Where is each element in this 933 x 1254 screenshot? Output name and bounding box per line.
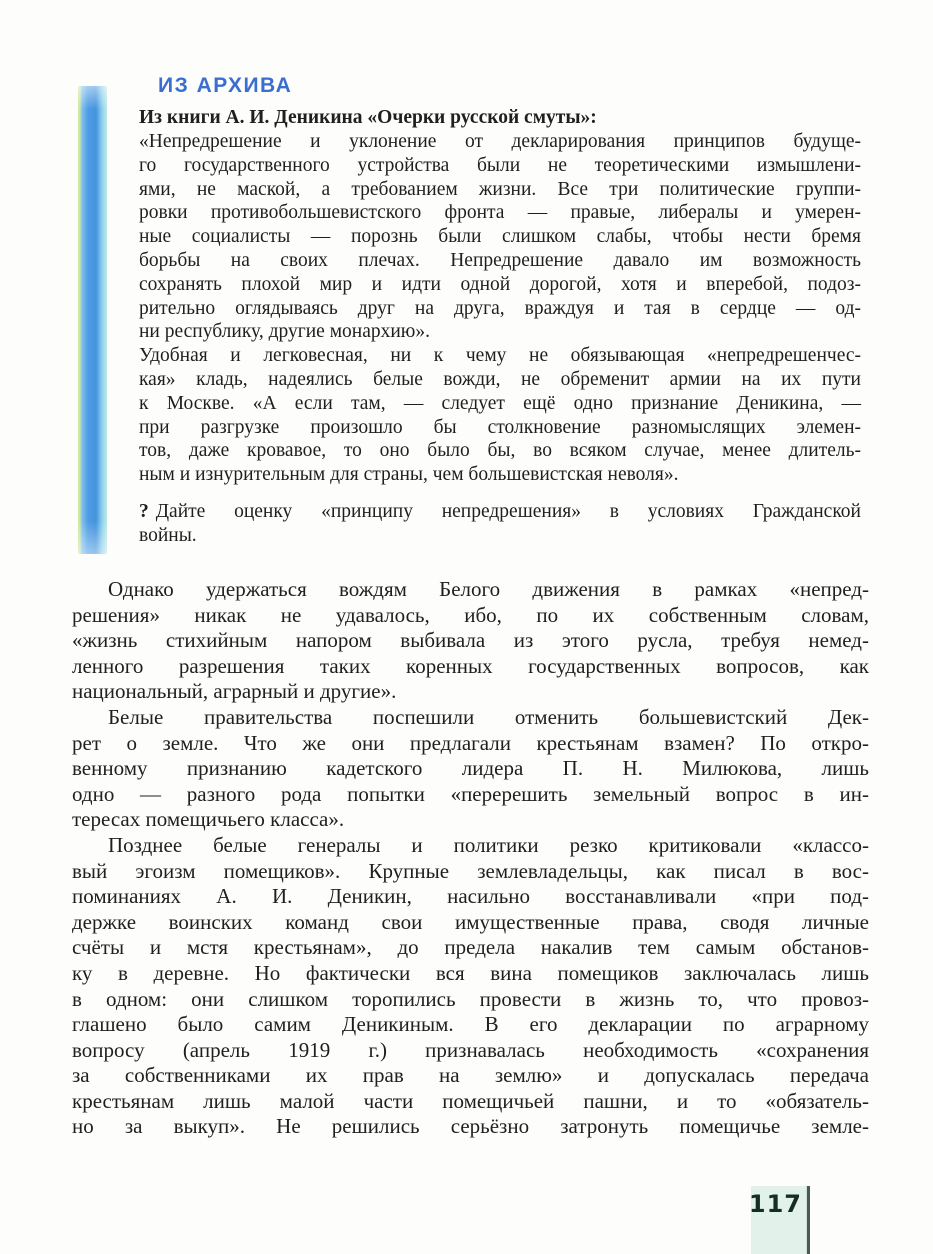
text-line: решения» никак не удавалось, ибо, по их собственным словам, [72,602,869,627]
body-paragraph-3 [72,833,869,1140]
archive-accent-bar [78,86,107,554]
text-line: держке воинских команд свои имущественные права, сводя личные [72,909,869,934]
text-line: Однако удержаться вождям Белого движения в рамках «непред- [108,577,869,601]
text-line: ные социалисты — порознь были слишком слабы, чтобы нести бремя [139,226,861,248]
text-line: ями, не маской, а требованием жизни. Все три политические группи- [139,178,861,200]
question-line-2: войны. [139,524,197,546]
text-line: вый эгоизм помещиков». Крупные землевладельцы, как писал в вос- [72,858,869,883]
text-line: ным и изнурительным для страны, чем большевистская неволя». [139,464,679,486]
text-line: борьбы на своих плечах. Непредрешение давало им возможность [139,249,861,271]
archive-section [139,74,861,548]
text-line: ку в деревне. Но фактически вся вина помещиков заключалась лишь [72,960,869,985]
text-line: го государственного устройства были не теоретическими измышлени- [139,154,861,176]
text-line: национальный, аграрный и другие». [72,679,397,704]
text-line: Удобная и легковесная, ни к чему не обязывающая «непредрешенчес- [139,345,861,367]
archive-quote-paragraph-2 [139,344,861,487]
text-line: ни республику, другие монархию». [139,321,431,343]
question-mark: ? [139,500,149,522]
archive-heading: ИЗ АРХИВА [158,74,293,97]
text-line: ровки противобольшевистского фронта — правые, либералы и умерен- [139,202,861,224]
text-line: сохранять плохой мир и идти одной дорогой, хотя и вперебой, подоз- [139,273,861,295]
text-line: ленного разрешения таких коренных государственных вопросов, как [72,653,869,678]
archive-question [139,500,861,548]
footer-vertical-rule [806,1186,810,1254]
text-line: вопросу (апрель 1919 г.) признавалась необходимость «сохранения [72,1037,869,1062]
text-line: кая» кладь, надеялись белые вожди, не обременит армии на их пути [139,368,861,390]
page-number: 117 [748,1190,802,1218]
text-line: тов, даже кровавое, то оно было бы, во всяком случае, менее длитель- [139,440,861,462]
question-line-1 [139,500,861,524]
body-paragraph-1 [72,577,869,705]
archive-source-line: Из книги А. И. Деникина «Очерки русской смуты»: [139,107,597,128]
text-line: но за выкуп». Не решились серьёзно затронуть помещичье земле- [72,1114,869,1139]
text-line: тересах помещичьего класса». [72,807,345,832]
question-text: Дайте оценку «принципу непредрешения» в условиях Гражданской [155,500,861,522]
text-line: поминаниях А. И. Деникин, насильно восстанавливали «при под- [72,884,869,909]
text-line: Белые правительства поспешили отменить большевистский Дек- [108,704,869,729]
text-line: рительно оглядываясь друг на друга, враждуя и тая в сердце — од- [139,297,861,319]
main-text-block [72,577,869,1140]
text-line: «Непредрешение и уклонение от декларирования принципов будуще- [139,131,861,152]
text-line: к Москве. «А если там, — следует ещё одно признание Деникина, — [139,392,861,414]
text-line: рет о земле. Что же они предлагали крестьянам взамен? По откро- [72,730,869,755]
archive-quote-paragraph-1 [139,130,861,344]
text-line: венному признанию кадетского лидера П. Н. Милюкова, лишь [72,756,869,781]
text-line: глашено было самим Деникиным. В его декларации по аграрному [72,1012,869,1037]
body-paragraph-2 [72,705,869,833]
text-line: Позднее белые генералы и политики резко критиковали «классо- [108,832,869,857]
text-line: счёты и мстя крестьянам», до предела накалив тем самым обстанов- [72,935,869,960]
text-line: за собственниками их прав на землю» и допускалась передача [72,1063,869,1088]
text-line: одно — разного рода попытки «перерешить земельный вопрос в ин- [72,781,869,806]
text-line: в одном: они слишком торопились провести в жизнь то, что провоз- [72,986,869,1011]
text-line: при разгрузке произошло бы столкновение разномыслящих элемен- [139,416,861,438]
text-line: «жизнь стихийным напором выбивала из этого русла, требуя немед- [72,628,869,653]
text-line: крестьянам лишь малой части помещичьей пашни, и то «обязатель- [72,1088,869,1113]
